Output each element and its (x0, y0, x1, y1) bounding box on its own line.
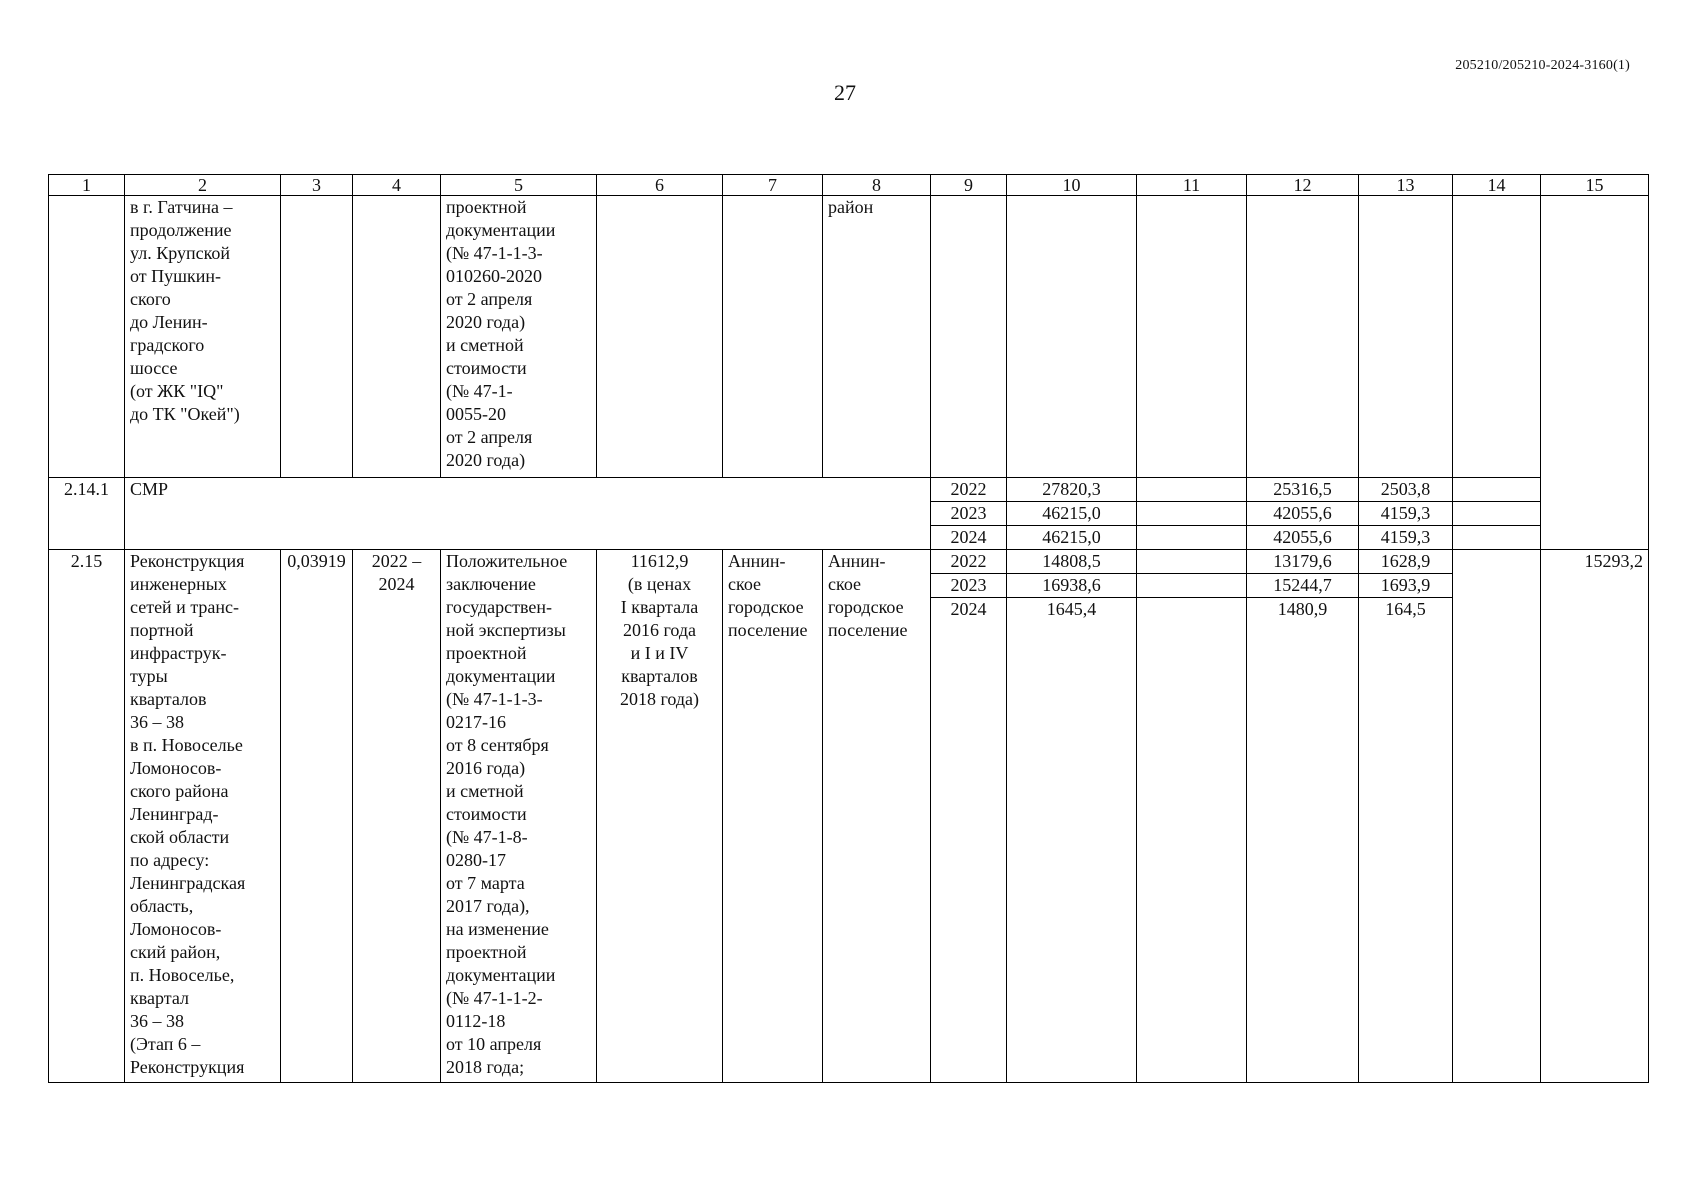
cell-total: 27820,3 (1007, 478, 1137, 502)
column-number-header: 3 (281, 175, 353, 196)
cell-year: 2023 (931, 502, 1007, 526)
table-row-2-14-1 (49, 478, 1649, 502)
cell-total (1007, 196, 1137, 478)
cell-regional: 42055,6 (1247, 526, 1359, 550)
document-registration-number: 205210/205210-2024-3160(1) (1455, 58, 1630, 73)
column-number-header: 2 (125, 175, 281, 196)
cell-federal (1137, 502, 1247, 526)
cell-federal (1137, 526, 1247, 550)
column-number-header: 9 (931, 175, 1007, 196)
cell-documentation: проектной документации (№ 47-1-1-3- 010260-2020 от 2 апреля 2020 года) и сметной стоимости (№ 47-1- 0055-20 от 2 апреля 2020 года) (441, 196, 597, 478)
cell-num (49, 196, 125, 478)
cell-local: 4159,3 (1359, 526, 1453, 550)
investment-program-table (48, 174, 1649, 1083)
cell-federal (1137, 598, 1247, 1083)
column-number-header: 10 (1007, 175, 1137, 196)
table-row-2-15 (49, 550, 1649, 574)
cell-total: 16938,6 (1007, 574, 1137, 598)
cell-year: 2022 (931, 550, 1007, 574)
cell-federal (1137, 574, 1247, 598)
cell-object-name: СМР (125, 478, 931, 550)
column-number-header: 7 (723, 175, 823, 196)
cell-regional: 42055,6 (1247, 502, 1359, 526)
cell-num: 2.14.1 (49, 478, 125, 550)
cell-municipality: Аннин- ское городское поселение (823, 550, 931, 1083)
cell-municipality: район (823, 196, 931, 478)
cell-local: 164,5 (1359, 598, 1453, 1083)
column-number-header: 14 (1453, 175, 1541, 196)
page-number: 27 (834, 80, 856, 105)
cell-period: 2022 – 2024 (353, 550, 441, 1083)
column-number-header: 6 (597, 175, 723, 196)
column-number-header: 4 (353, 175, 441, 196)
cell-capacity: 0,03919 (281, 550, 353, 1083)
cell-cost (597, 196, 723, 478)
cell-year: 2024 (931, 526, 1007, 550)
cell-other (1453, 478, 1541, 502)
column-number-header-row (49, 175, 1649, 196)
cell-year: 2022 (931, 478, 1007, 502)
cell-customer: Аннин- ское городское поселение (723, 550, 823, 1083)
cell-local: 1693,9 (1359, 574, 1453, 598)
cell-regional (1247, 196, 1359, 478)
cell-regional: 15244,7 (1247, 574, 1359, 598)
cell-local: 4159,3 (1359, 502, 1453, 526)
cell-total: 14808,5 (1007, 550, 1137, 574)
cell-local: 1628,9 (1359, 550, 1453, 574)
cell-federal (1137, 550, 1247, 574)
cell-customer (723, 196, 823, 478)
cell-regional: 1480,9 (1247, 598, 1359, 1083)
cell-cost: 11612,9 (в ценах I квартала 2016 года и I и IV кварталов 2018 года) (597, 550, 723, 1083)
cell-year (931, 196, 1007, 478)
cell-total: 1645,4 (1007, 598, 1137, 1083)
column-number-header: 1 (49, 175, 125, 196)
cell-local (1359, 196, 1453, 478)
cell-capacity (281, 196, 353, 478)
cell-other (1453, 196, 1541, 478)
column-number-header: 13 (1359, 175, 1453, 196)
cell-year: 2024 (931, 598, 1007, 1083)
cell-federal (1137, 478, 1247, 502)
table-row-continuation (49, 196, 1649, 478)
cell-object-name: в г. Гатчина – продолжение ул. Крупской от Пушкин- ского до Ленин- градского шоссе (от ЖК "IQ" до ТК "Окей") (125, 196, 281, 478)
cell-regional: 13179,6 (1247, 550, 1359, 574)
column-number-header: 15 (1541, 175, 1649, 196)
cell-local: 2503,8 (1359, 478, 1453, 502)
column-number-header: 5 (441, 175, 597, 196)
cell-year: 2023 (931, 574, 1007, 598)
cell-other (1453, 502, 1541, 526)
cell-regional: 25316,5 (1247, 478, 1359, 502)
cell-period (353, 196, 441, 478)
cell-total: 46215,0 (1007, 526, 1137, 550)
cell-balance: 15293,2 (1541, 550, 1649, 1083)
cell-other (1453, 550, 1541, 1083)
cell-total: 46215,0 (1007, 502, 1137, 526)
column-number-header: 11 (1137, 175, 1247, 196)
cell-num: 2.15 (49, 550, 125, 1083)
column-number-header: 8 (823, 175, 931, 196)
cell-other (1453, 526, 1541, 550)
cell-documentation: Положительное заключение государствен- ной экспертизы проектной документации (№ 47-1-1-3- 0217-16 от 8 сентября 2016 года) и сметной стоимости (№ 47-1-8- 0280-17 от 7 марта 2017 года), на изменение проектной документации (№ 47-1-1-2- 0112-18 от 10 апреля 2018 года; (441, 550, 597, 1083)
cell-object-name: Реконструкция инженерных сетей и транс- портной инфраструк- туры кварталов 36 – 38 в п. Новоселье Ломоносов- ского района Ленинград- ской области по адресу: Ленинградская область, Ломоносов- ский район, п. Новоселье, квартал 36 – 38 (Этап 6 – Реконструкция (125, 550, 281, 1083)
column-number-header: 12 (1247, 175, 1359, 196)
cell-federal (1137, 196, 1247, 478)
cell-balance (1541, 196, 1649, 550)
